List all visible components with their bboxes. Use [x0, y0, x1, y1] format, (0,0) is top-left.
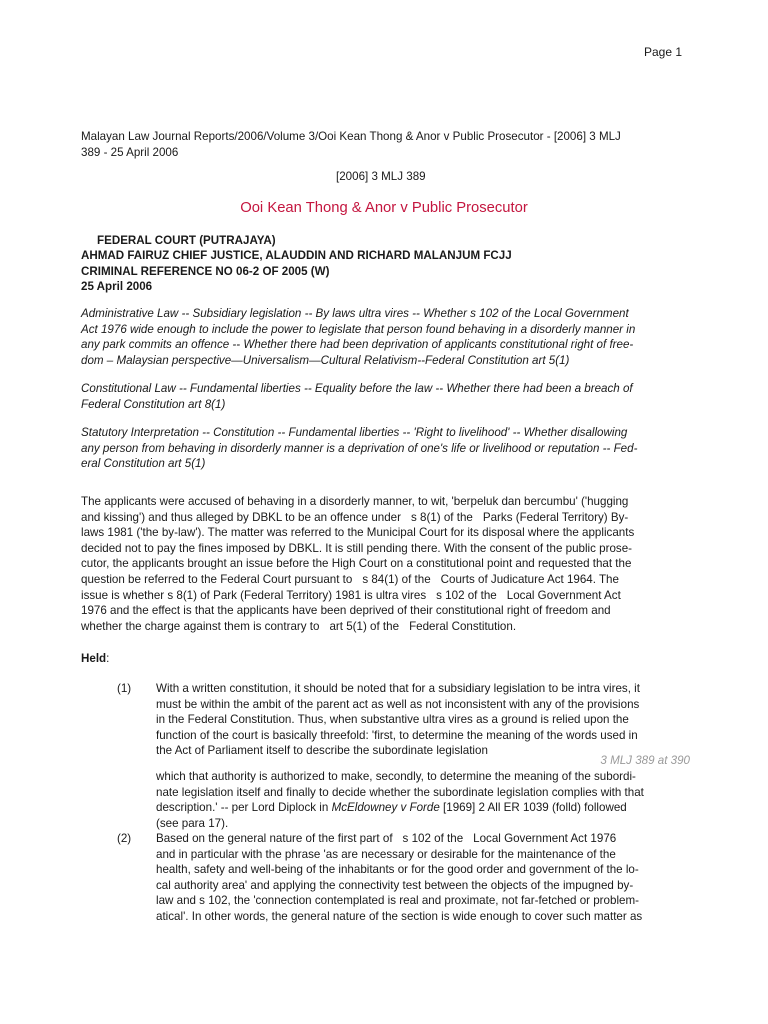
- statute-link-s102[interactable]: s 102 of the: [436, 588, 497, 602]
- facts-text: issue is whether s 8(1) of Park (Federal Territory) 1981 is ultra vires: [81, 588, 427, 602]
- held-line: which that authority is authorized to make, secondly, to determine the meaning of the subordi-: [156, 770, 636, 783]
- catchword-statutory-interpretation: [81, 425, 687, 472]
- held-line: (see para 17).: [156, 816, 229, 830]
- facts-line: decided not to pay the fines imposed by DBKL. It is still pending there. With the consent of the public prose-: [81, 541, 633, 555]
- catchword-line: Act 1976 wide enough to include the power to legislate that person found behaving in a disorderly manner in: [81, 322, 636, 336]
- bench-info: [81, 248, 691, 295]
- facts-line: [81, 572, 691, 588]
- statute-link-lga-1976[interactable]: Local Government Act 1976: [473, 832, 617, 845]
- held-line: in the Federal Constitution. Thus, when substantive ultra vires as a ground is relied upon the: [156, 713, 629, 727]
- case-link-mceldowney[interactable]: McEldowney v Forde: [331, 801, 440, 815]
- held-line: the Act of Parliament itself to describe the subordinate legislation: [156, 744, 488, 758]
- held-line: atical'. In other words, the general nature of the section is wide enough to cover such matter as: [156, 909, 643, 923]
- statute-link-lga-1976[interactable]: Local Government Act: [506, 588, 621, 602]
- facts-line: laws 1981 ('the by-law'). The matter was referred to the Municipal Court for its disposal where the applicants: [81, 526, 635, 540]
- catchword-line: Statutory Interpretation -- Constitution -- Fundamental liberties -- 'Right to livelihood' -- Whether disallowing: [81, 426, 628, 439]
- held-line: must be within the ambit of the parent act as well as not inconsistent with any of the provisions: [156, 697, 640, 711]
- statute-link-art5[interactable]: art 5(1) of the: [329, 619, 400, 633]
- decision-date: 25 April 2006: [81, 280, 153, 294]
- facts-line: 1976 and the effect is that the applicants have been deprived of their constitutional right of freedom and: [81, 604, 611, 618]
- facts-line: cutor, the applicants brought an issue before the High Court on a constitutional point and requested that the: [81, 557, 632, 571]
- catchword-line: Administrative Law -- Subsidiary legislation -- By laws ultra vires -- Whether s 102 of the Local Government: [81, 307, 629, 320]
- held-item-2: [156, 831, 696, 925]
- statute-link-federal-constitution[interactable]: Federal Constitution.: [409, 619, 517, 633]
- statute-link-s8[interactable]: s 8(1) of the: [410, 510, 473, 524]
- statute-link-s84[interactable]: s 84(1) of the: [362, 572, 431, 586]
- page-number: Page 1: [644, 45, 683, 59]
- catchword-line: Constitutional Law -- Fundamental liberties -- Equality before the law -- Whether there had been a breach of: [81, 382, 633, 395]
- held-item-1: [156, 681, 696, 759]
- held-item-1-continued: [156, 769, 696, 831]
- held-line: health, safety and well-being of the inhabitants or for the good order and government of the lo-: [156, 863, 639, 877]
- case-title: Ooi Kean Thong & Anor v Public Prosecutor: [240, 200, 528, 216]
- page-pin-cite: 3 MLJ 389 at 390: [600, 754, 690, 767]
- facts-text: and kissing') and thus alleged by DBKL to be an offence under: [81, 510, 401, 524]
- held-line: With a written constitution, it should be noted that for a subsidiary legislation to be intra vires, it: [156, 682, 640, 695]
- held-item-number: (1): [117, 682, 132, 695]
- catchword-line: eral Constitution art 5(1): [81, 457, 206, 471]
- facts-line: [81, 588, 691, 604]
- citation: [2006] 3 MLJ 389: [336, 170, 426, 183]
- catchword-line: any park commits an offence -- Whether there had been deprivation of applicants constitutional right of free-: [81, 338, 634, 352]
- facts-line: [81, 619, 691, 635]
- catchword-constitutional-law: [81, 381, 687, 412]
- facts-line: [81, 510, 691, 526]
- held-heading: Held:: [81, 652, 110, 665]
- bench-judges: AHMAD FAIRUZ CHIEF JUSTICE, ALAUDDIN AND RICHARD MALANJUM FCJJ: [81, 249, 512, 262]
- catchword-administrative-law: [81, 306, 687, 368]
- held-line: description.' -- per Lord Diplock in McEldowney v Forde [1969] 2 All ER 1039 (folld) followed: [156, 801, 627, 815]
- catchword-line: dom – Malaysian perspective—Universalism—Cultural Relativism--Federal Constitution art 5(1): [81, 353, 570, 367]
- held-line: cal authority area' and applying the connectivity test between the objects of the impugned by-: [156, 878, 634, 892]
- statute-link-s102[interactable]: s 102 of the: [402, 832, 464, 845]
- report-reference: [81, 129, 691, 160]
- facts-text: question be referred to the Federal Court pursuant to: [81, 572, 353, 586]
- facts-line: The applicants were accused of behaving in a disorderly manner, to wit, 'berpeluk dan bercumbu' ('hugging: [81, 495, 629, 508]
- facts-paragraph: [81, 494, 691, 634]
- statute-link-parks-bylaws[interactable]: Parks (Federal Territory) By-: [482, 510, 629, 524]
- statute-link-cja-1964[interactable]: Courts of Judicature Act 1964. The: [440, 572, 619, 586]
- reference-number: CRIMINAL REFERENCE NO 06-2 OF 2005 (W): [81, 264, 330, 278]
- held-line: function of the court is basically threefold: 'first, to determine the meaning of the words used in: [156, 728, 638, 742]
- court-name: FEDERAL COURT (PUTRAJAYA): [97, 234, 276, 247]
- held-line: law and s 102, the 'connection contemplated is real and proximate, not far-fetched or problem-: [156, 894, 639, 908]
- held-line: nate legislation itself and finally to decide whether the subordinate legislation complies with that: [156, 785, 644, 799]
- report-reference-line: Malayan Law Journal Reports/2006/Volume 3/Ooi Kean Thong & Anor v Public Prosecutor - [2006] 3 MLJ: [81, 130, 621, 143]
- catchword-line: any person from behaving in disorderly manner is a deprivation of one's life or livelihood or reputation -- Fed-: [81, 441, 638, 455]
- facts-text: whether the charge against them is contrary to: [81, 619, 320, 633]
- held-line: Based on the general nature of the first part of s 102 of the Local Government Act 1976: [156, 832, 617, 845]
- report-reference-line: 389 - 25 April 2006: [81, 145, 179, 159]
- held-item-number: (2): [117, 832, 132, 845]
- held-line: and in particular with the phrase 'as are necessary or desirable for the maintenance of the: [156, 847, 616, 861]
- catchword-line: Federal Constitution art 8(1): [81, 397, 226, 411]
